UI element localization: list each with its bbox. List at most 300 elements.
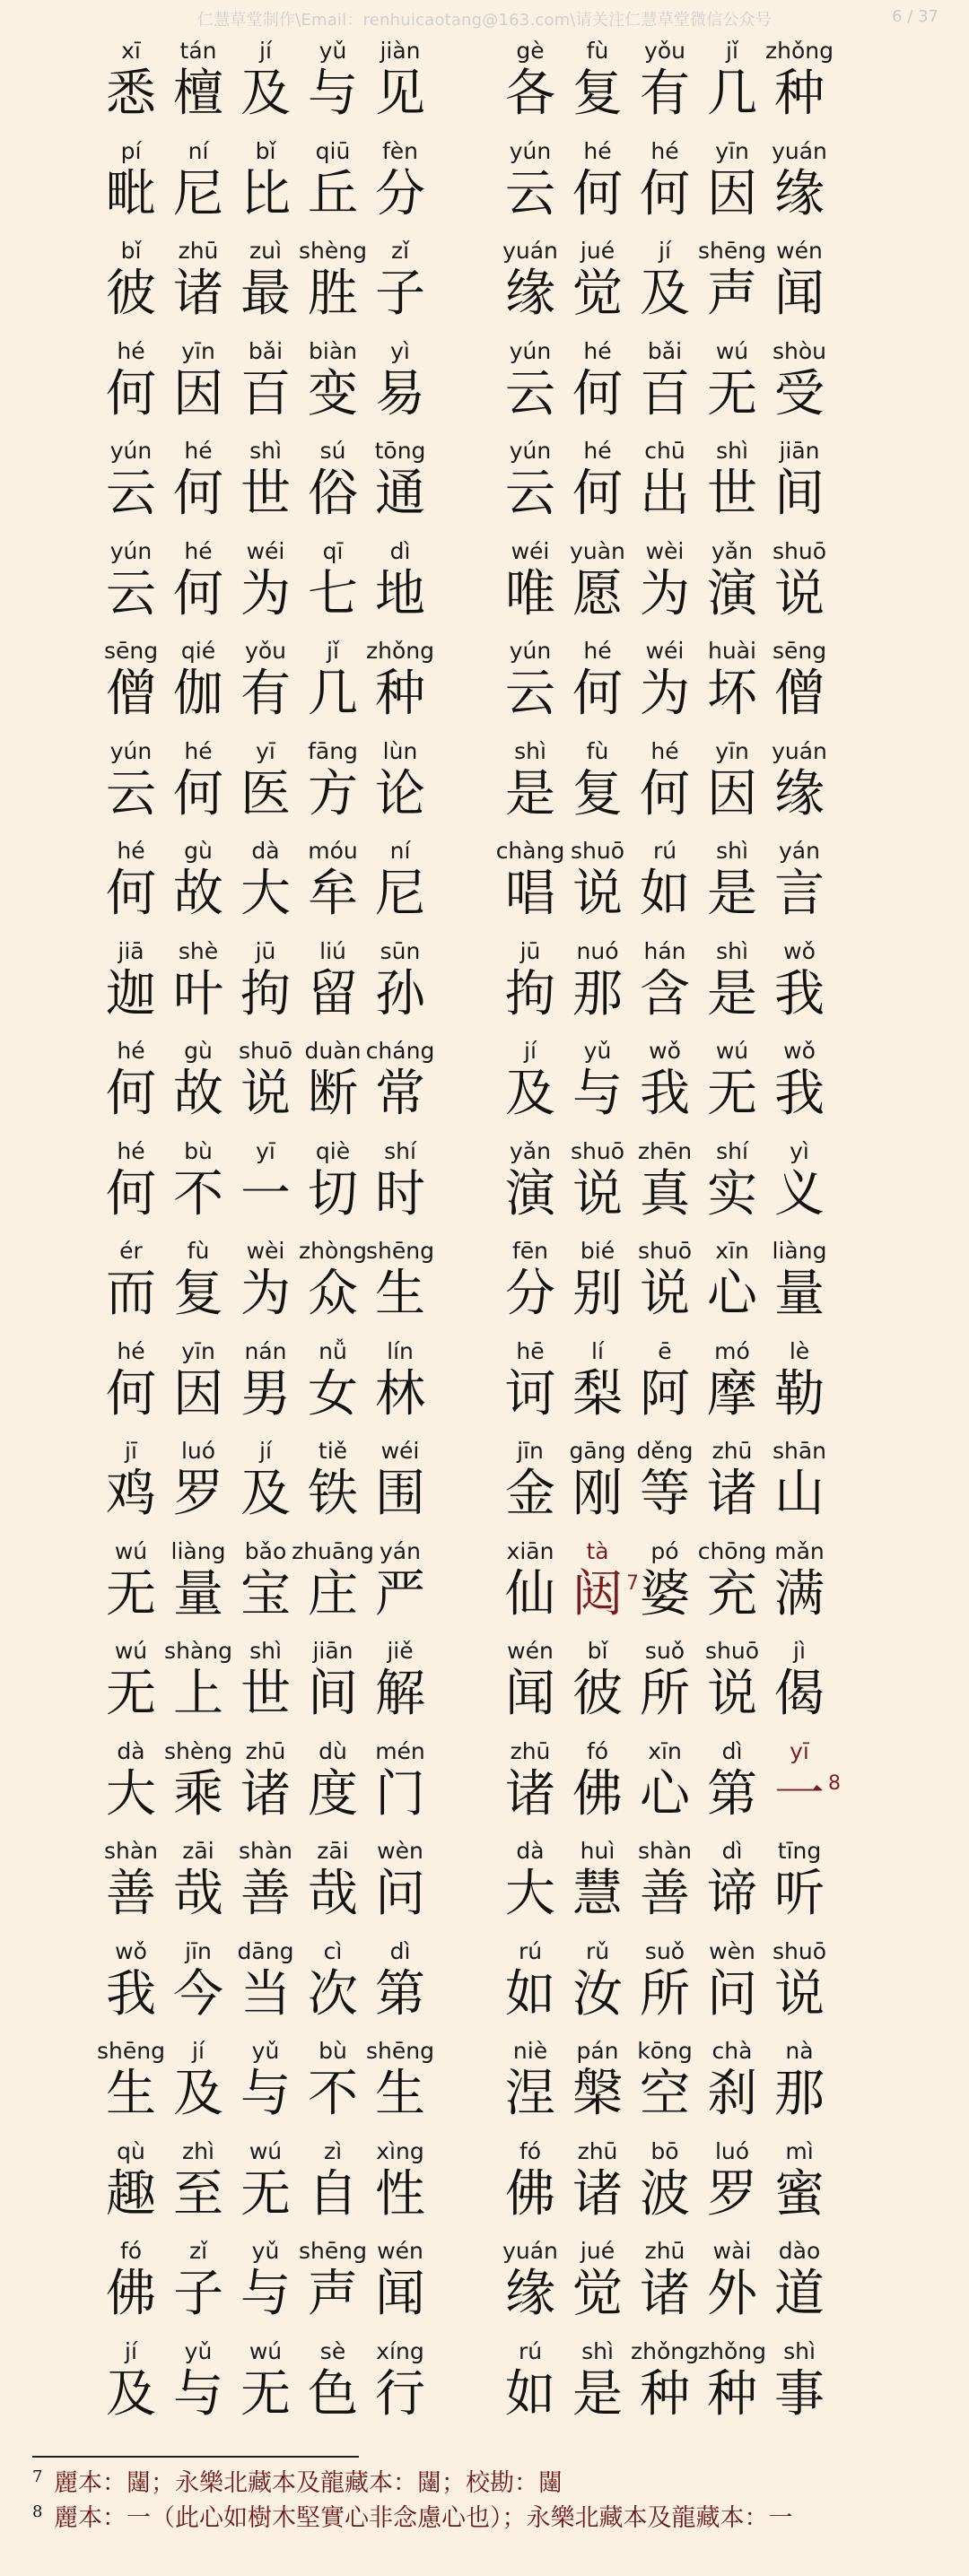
character-cell xyxy=(700,38,764,138)
character-cell xyxy=(633,1538,697,1639)
hanzi: 与 xyxy=(572,1065,623,1123)
pinyin: luó xyxy=(180,1438,216,1464)
hanzi: 勒 xyxy=(774,1364,825,1423)
pinyin: yǔ xyxy=(184,2337,213,2364)
character-cell xyxy=(301,2138,365,2239)
hanzi: 空 xyxy=(640,2065,690,2123)
hanzi: 檀 xyxy=(173,65,223,123)
verse-row xyxy=(99,1438,870,1538)
pinyin: tiě xyxy=(318,1438,348,1464)
hanzi: 说 xyxy=(707,1665,757,1723)
pinyin: shì xyxy=(716,838,748,864)
character-cell xyxy=(233,1538,298,1639)
character-cell xyxy=(633,838,697,938)
pinyin: yǔ xyxy=(251,2038,280,2064)
pinyin: wǒ xyxy=(783,937,816,964)
pinyin: hé xyxy=(184,737,213,764)
pinyin: zhǒng xyxy=(765,38,834,64)
hanzi: 何 xyxy=(572,364,623,423)
pinyin: yún xyxy=(509,638,552,664)
pinyin: lùn xyxy=(382,737,418,764)
character-cell xyxy=(368,1238,432,1338)
pinyin: hé xyxy=(117,1137,145,1164)
character-cell xyxy=(565,938,630,1039)
hanzi: 诸 xyxy=(505,1764,555,1823)
hanzi: 宝 xyxy=(240,1564,291,1623)
hanzi: 严 xyxy=(375,1564,425,1623)
hanzi: 闻 xyxy=(505,1665,555,1723)
hanzi: 善 xyxy=(640,1865,690,1923)
verse-line-right xyxy=(498,1038,870,1138)
character-cell xyxy=(700,1838,764,1938)
hanzi: 心 xyxy=(640,1764,690,1823)
character-cell xyxy=(368,438,432,538)
character-cell xyxy=(368,838,432,938)
character-cell xyxy=(99,338,163,439)
pinyin: wèi xyxy=(246,1238,285,1264)
character-cell xyxy=(767,138,832,239)
pinyin: sú xyxy=(319,438,346,464)
character-cell xyxy=(700,1738,764,1839)
hanzi: 是 xyxy=(505,764,555,823)
hanzi: 何 xyxy=(173,465,223,523)
hanzi: 因 xyxy=(173,364,223,423)
character-cell xyxy=(301,638,365,738)
hanzi: 无 xyxy=(240,2364,291,2424)
verse-line-left xyxy=(99,1538,471,1639)
pinyin: jiān xyxy=(779,438,820,464)
verse-row xyxy=(99,38,870,138)
character-cell xyxy=(233,1238,298,1338)
character-cell xyxy=(565,1438,630,1538)
verse-row xyxy=(99,538,870,639)
pinyin: ér xyxy=(119,1238,143,1264)
pinyin: yán xyxy=(380,1537,421,1564)
pinyin: bǎo xyxy=(244,1537,287,1564)
character-cell xyxy=(697,1537,767,1639)
hanzi: 大 xyxy=(106,1764,156,1823)
hanzi: 说 xyxy=(240,1065,291,1123)
pinyin: yǔ xyxy=(251,2238,280,2264)
pinyin: suǒ xyxy=(644,1638,685,1664)
character-cell xyxy=(633,2138,697,2239)
pinyin: wǒ xyxy=(649,1038,681,1064)
hanzi: 自 xyxy=(308,2164,358,2224)
character-cell xyxy=(368,1138,432,1239)
hanzi: 说 xyxy=(640,1265,690,1323)
pinyin: hé xyxy=(650,737,679,764)
pinyin: bù xyxy=(319,2038,347,2064)
pinyin: shí xyxy=(384,1137,416,1164)
pinyin: fó xyxy=(586,1737,609,1764)
hanzi: 坏 xyxy=(707,665,757,723)
hanzi: 何 xyxy=(106,364,156,423)
hanzi: 彼 xyxy=(572,1665,623,1723)
hanzi: 演 xyxy=(707,564,757,623)
character-cell xyxy=(767,1038,832,1138)
pinyin: wéi xyxy=(645,638,685,664)
character-cell xyxy=(233,38,298,138)
character-cell xyxy=(166,238,231,338)
pinyin: tōng xyxy=(374,438,426,464)
hanzi: 心 xyxy=(707,1265,757,1323)
character-cell xyxy=(99,738,163,839)
character-cell xyxy=(700,1438,764,1538)
hanzi: 几 xyxy=(308,665,358,723)
hanzi: 充 xyxy=(707,1564,757,1623)
character-cell xyxy=(301,1938,365,2039)
character-cell xyxy=(368,1638,432,1738)
verse-row xyxy=(99,338,870,439)
hanzi: 何 xyxy=(173,764,223,823)
annotated-character xyxy=(565,1537,639,1639)
footnote-marker[interactable]: 7 xyxy=(626,1571,639,1595)
character-cell xyxy=(233,638,298,738)
character-cell xyxy=(166,2238,231,2338)
character-cell xyxy=(767,438,832,538)
hanzi: 趣 xyxy=(106,2164,156,2224)
pinyin: qiè xyxy=(315,1137,351,1164)
footnote-number: 7 xyxy=(32,2467,43,2486)
hanzi: 问 xyxy=(375,1865,425,1923)
hanzi: 是 xyxy=(707,964,757,1023)
verse-line-right xyxy=(498,1738,870,1839)
pinyin: kōng xyxy=(637,2038,693,2064)
hanzi: 与 xyxy=(173,2364,223,2424)
character-cell xyxy=(368,1338,432,1439)
pinyin: shuō xyxy=(704,1638,760,1664)
hanzi: 唱 xyxy=(505,865,555,923)
pinyin: gù xyxy=(184,838,213,864)
pinyin: yún xyxy=(509,337,552,364)
pinyin: jīn xyxy=(185,1937,212,1964)
hanzi: 而 xyxy=(106,1265,156,1323)
hanzi: 尼 xyxy=(375,865,425,923)
hanzi: 善 xyxy=(240,1865,291,1923)
character-cell xyxy=(301,1838,365,1938)
hanzi: 与 xyxy=(308,65,358,123)
pinyin: shuō xyxy=(772,1937,827,1964)
character-cell xyxy=(700,2338,764,2439)
hanzi: 医 xyxy=(240,764,291,823)
pinyin: shì xyxy=(514,737,546,764)
hanzi: 种 xyxy=(375,665,425,723)
character-cell xyxy=(99,1338,163,1439)
pinyin: fó xyxy=(119,2238,143,2264)
pinyin: dì xyxy=(389,537,411,564)
pinyin: luó xyxy=(714,2137,750,2164)
pinyin: nuó xyxy=(576,937,619,964)
hanzi: 乘 xyxy=(173,1764,223,1823)
verse-line-left xyxy=(99,338,471,439)
pinyin: qié xyxy=(180,638,216,664)
character-cell xyxy=(166,338,231,439)
hanzi: 次 xyxy=(308,1964,358,2023)
pinyin: wéi xyxy=(246,537,285,564)
hanzi: 因 xyxy=(707,764,757,823)
hanzi: 量 xyxy=(173,1564,223,1623)
character-cell xyxy=(166,1738,231,1839)
character-cell xyxy=(301,2038,365,2138)
character-cell xyxy=(233,1138,298,1239)
pinyin: jī xyxy=(125,1438,137,1464)
character-cell xyxy=(301,1038,365,1138)
character-cell xyxy=(233,1038,298,1138)
character-cell xyxy=(700,438,764,538)
character-cell xyxy=(767,2238,832,2338)
character-cell xyxy=(633,2238,697,2338)
verse-line-right xyxy=(498,1338,870,1439)
hanzi: 林 xyxy=(375,1364,425,1423)
pinyin: hē xyxy=(516,1337,545,1364)
hanzi: 我 xyxy=(774,1065,825,1123)
character-cell xyxy=(166,2138,231,2239)
pinyin: mó xyxy=(714,1337,750,1364)
pinyin: wén xyxy=(776,238,823,264)
character-cell xyxy=(633,1438,697,1538)
hanzi: 间 xyxy=(308,1665,358,1723)
verse-line-right xyxy=(498,938,870,1039)
hanzi: 何 xyxy=(572,164,623,223)
pinyin: zhì xyxy=(182,2137,214,2164)
pinyin: zǐ xyxy=(188,2238,208,2264)
hanzi: 胜 xyxy=(308,265,358,323)
pinyin: yǔ xyxy=(319,38,347,64)
pinyin: shì xyxy=(783,2337,816,2364)
character-cell xyxy=(166,738,231,839)
hanzi: 及 xyxy=(106,2364,156,2424)
character-cell xyxy=(368,538,432,639)
pinyin: dì xyxy=(721,1737,743,1764)
hanzi: 无 xyxy=(106,1564,156,1623)
pinyin: zhū xyxy=(577,2137,618,2164)
hanzi: 种 xyxy=(640,2364,690,2424)
pinyin: qù xyxy=(117,2137,145,2164)
character-cell xyxy=(166,2338,231,2439)
character-cell xyxy=(565,2038,630,2138)
character-cell xyxy=(99,2038,163,2138)
pinyin: ní xyxy=(188,137,209,164)
character-cell xyxy=(233,538,298,639)
pinyin: wén xyxy=(507,1638,554,1664)
verse-line-left xyxy=(99,1638,471,1738)
pinyin: rú xyxy=(652,838,677,864)
pinyin: sēng xyxy=(103,638,159,664)
hanzi: 僧 xyxy=(106,665,156,723)
pinyin: hé xyxy=(117,1038,145,1064)
character-cell xyxy=(99,38,163,138)
hanzi: 事 xyxy=(774,2364,825,2424)
character-cell xyxy=(99,2338,163,2439)
pinyin: yī xyxy=(790,1737,809,1764)
hanzi: 及 xyxy=(240,65,291,123)
hanzi: 说 xyxy=(774,1964,825,2023)
character-cell xyxy=(301,538,365,639)
hanzi: 及 xyxy=(240,1465,291,1523)
verse-row xyxy=(99,1838,870,1938)
character-cell xyxy=(633,38,697,138)
character-cell xyxy=(233,838,298,938)
character-cell xyxy=(233,1938,298,2039)
hanzi: 言 xyxy=(774,865,825,923)
pinyin: shàng xyxy=(164,1638,232,1664)
pinyin: dà xyxy=(251,838,280,864)
character-cell xyxy=(99,1938,163,2039)
character-cell xyxy=(633,438,697,538)
hanzi: 因 xyxy=(173,1364,223,1423)
pinyin: hé xyxy=(117,337,145,364)
character-cell xyxy=(233,938,298,1039)
verse-line-left xyxy=(99,638,471,738)
character-cell xyxy=(233,1338,298,1439)
pinyin: shì xyxy=(249,1638,282,1664)
hanzi: 俗 xyxy=(308,465,358,523)
pinyin: sūn xyxy=(380,937,421,964)
pinyin: yán xyxy=(779,838,820,864)
pinyin: bié xyxy=(580,1238,615,1264)
hanzi: 闼 xyxy=(572,1564,623,1623)
hanzi: 无 xyxy=(707,1065,757,1123)
footnote-marker[interactable]: 8 xyxy=(828,1771,841,1795)
verse-grid xyxy=(99,38,870,2438)
pinyin: dà xyxy=(516,1838,545,1864)
character-cell xyxy=(498,1638,563,1738)
hanzi: 外 xyxy=(707,2265,757,2323)
verse-row xyxy=(99,938,870,1039)
pinyin: jí xyxy=(125,2337,137,2364)
pinyin: shèng xyxy=(164,1737,232,1764)
pinyin: mǎn xyxy=(774,1537,825,1564)
character-cell xyxy=(233,338,298,439)
pinyin: bǐ xyxy=(120,238,142,264)
character-cell xyxy=(633,1738,697,1839)
pinyin: wèn xyxy=(709,1937,755,1964)
character-cell xyxy=(301,1138,365,1239)
hanzi: 金 xyxy=(505,1465,555,1523)
character-cell xyxy=(301,938,365,1039)
verse-row xyxy=(99,2038,870,2138)
hanzi: 大 xyxy=(505,1865,555,1923)
character-cell xyxy=(498,2338,563,2439)
hanzi: 如 xyxy=(505,2364,555,2424)
hanzi: 不 xyxy=(308,2065,358,2123)
hanzi: 我 xyxy=(774,964,825,1023)
character-cell xyxy=(565,1638,630,1738)
pinyin: wèn xyxy=(377,1838,423,1864)
pinyin: hé xyxy=(184,438,213,464)
hanzi: 摩 xyxy=(707,1364,757,1423)
page-indicator: 6 / 37 xyxy=(892,7,938,26)
pinyin: bǐ xyxy=(255,137,276,164)
pinyin: shèng xyxy=(299,238,367,264)
verse-line-left xyxy=(99,38,471,138)
pinyin: fù xyxy=(187,1238,210,1264)
hanzi: 闻 xyxy=(375,2265,425,2323)
pinyin: nán xyxy=(244,1337,287,1364)
pinyin: zhēn xyxy=(637,1137,693,1164)
character-cell xyxy=(565,538,630,639)
pinyin: yún xyxy=(509,438,552,464)
pinyin: shè xyxy=(178,937,219,964)
pinyin: wú xyxy=(249,2337,283,2364)
pinyin: yuán xyxy=(502,2238,558,2264)
pinyin: wéi xyxy=(380,1438,420,1464)
hanzi: 变 xyxy=(308,364,358,423)
verse-line-left xyxy=(99,938,471,1039)
character-cell xyxy=(233,2038,298,2138)
hanzi: 梨 xyxy=(572,1364,623,1423)
hanzi: 婆 xyxy=(640,1564,690,1623)
hanzi: 为 xyxy=(640,665,690,723)
character-cell xyxy=(767,1538,832,1639)
verse-line-right xyxy=(498,438,870,538)
character-cell xyxy=(700,138,764,239)
hanzi: 性 xyxy=(375,2164,425,2224)
hanzi: 行 xyxy=(375,2364,425,2424)
pinyin: shuō xyxy=(570,838,625,864)
verse-line-left xyxy=(99,138,471,239)
hanzi: 说 xyxy=(572,1164,623,1223)
hanzi: 围 xyxy=(375,1465,425,1523)
character-cell xyxy=(498,38,563,138)
hanzi: 无 xyxy=(106,1665,156,1723)
verse-line-left xyxy=(99,2238,471,2338)
hanzi: 罗 xyxy=(707,2164,757,2224)
character-cell xyxy=(301,1638,365,1738)
hanzi: 慧 xyxy=(572,1865,623,1923)
verse-line-left xyxy=(99,2338,471,2439)
character-cell xyxy=(301,838,365,938)
verse-line-left xyxy=(99,738,471,839)
verse-row xyxy=(99,238,870,338)
character-cell xyxy=(292,1537,374,1639)
pinyin: shàn xyxy=(238,1838,293,1864)
pinyin: jí xyxy=(524,1038,537,1064)
character-cell xyxy=(99,1638,163,1738)
hanzi: 觉 xyxy=(572,2265,623,2323)
pinyin: bǎi xyxy=(248,337,284,364)
pinyin: fù xyxy=(586,38,609,64)
hanzi: 众 xyxy=(308,1265,358,1323)
character-cell xyxy=(498,1738,563,1839)
character-cell xyxy=(498,438,563,538)
character-cell xyxy=(301,1438,365,1538)
hanzi: 复 xyxy=(173,1265,223,1323)
pinyin: hé xyxy=(583,438,612,464)
pinyin: bǎi xyxy=(647,337,683,364)
pinyin: hé xyxy=(583,638,612,664)
character-cell xyxy=(767,338,832,439)
pinyin: děng xyxy=(636,1438,694,1464)
hanzi: 何 xyxy=(572,465,623,523)
verse-line-left xyxy=(99,1938,471,2039)
hanzi: 唯 xyxy=(505,564,555,623)
character-cell xyxy=(767,938,832,1039)
character-cell xyxy=(368,2038,432,2138)
pinyin: lí xyxy=(591,1337,604,1364)
pinyin: yún xyxy=(509,137,552,164)
hanzi: 比 xyxy=(240,164,291,223)
pinyin: hé xyxy=(117,838,145,864)
pinyin: gè xyxy=(516,38,545,64)
pinyin: yī xyxy=(256,1137,275,1164)
hanzi: 切 xyxy=(308,1164,358,1223)
hanzi: 诸 xyxy=(173,265,223,323)
hanzi: 何 xyxy=(106,865,156,923)
character-cell xyxy=(633,538,697,639)
character-cell xyxy=(99,538,163,639)
hanzi: 最 xyxy=(240,265,291,323)
